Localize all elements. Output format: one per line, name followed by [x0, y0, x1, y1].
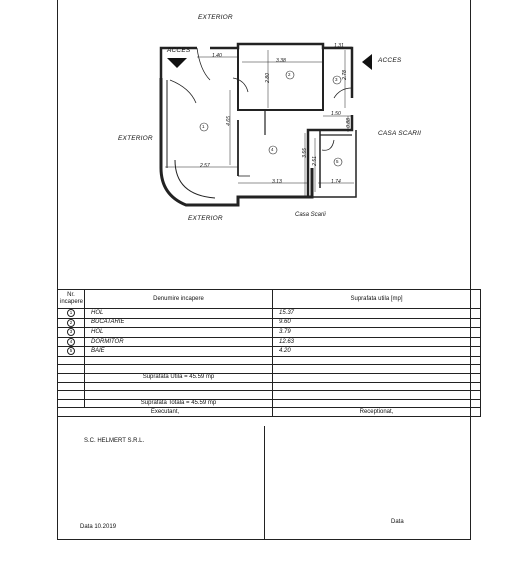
row-area: 15.37 [273, 309, 481, 319]
room-mark: 3 [335, 77, 338, 82]
room-mark: 1 [202, 124, 205, 129]
label-exterior-left: EXTERIOR [118, 135, 153, 142]
table-row [58, 347, 481, 357]
executant-label: Executant, [58, 408, 273, 417]
row-number: 3 [67, 328, 75, 336]
rooms-table [57, 289, 481, 417]
date-left: Data 10.2019 [80, 524, 117, 530]
label-acces-right: ACCES [378, 57, 402, 64]
row-name: BUCATARIE [85, 318, 273, 328]
header-nr: Nr. incapere [58, 290, 85, 309]
table-row-empty [58, 356, 481, 365]
table-row [58, 337, 481, 347]
receptionat-box [264, 426, 471, 540]
dim-text: 2.80 [264, 73, 271, 83]
row-name: HOL [85, 328, 273, 338]
dim-text: 1.31 [334, 43, 344, 49]
table-row [58, 318, 481, 328]
table-row-signatures-header [58, 408, 481, 417]
suprafata-totala: Suprafata Totala = 45.59 mp [85, 399, 273, 408]
row-number: 2 [67, 319, 75, 327]
row-number: 4 [67, 338, 75, 346]
label-exterior-bottom: EXTERIOR [188, 215, 223, 222]
acces-left-arrow-icon [167, 58, 187, 68]
table-row-suprafata-utila [58, 374, 481, 383]
acces-right-arrow-icon [362, 54, 372, 70]
row-area: 12.63 [273, 337, 481, 347]
row-name: DORMITOR [85, 337, 273, 347]
row-number: 1 [67, 309, 75, 317]
date-right: Data [391, 519, 404, 525]
label-casa-scarii-right: CASA SCARII [378, 130, 422, 137]
table-row-empty [58, 365, 481, 374]
header-denumire: Denumire incapere [85, 290, 273, 309]
row-area: 4.20 [273, 347, 481, 357]
room-mark: 4 [271, 147, 274, 152]
receptionat-label: Receptionat, [273, 408, 481, 417]
dim-text: 3.38 [276, 58, 286, 64]
room-mark: 2 [288, 72, 291, 77]
company-name: S.C. HELMERT S.R.L. [84, 438, 145, 444]
table-row-empty [58, 382, 481, 391]
row-area: 3.79 [273, 328, 481, 338]
table-row-empty [58, 391, 481, 400]
dim-text: 2.78 [341, 70, 348, 80]
signature-area [57, 426, 471, 540]
room-mark: 5 [336, 159, 339, 164]
table-row [58, 309, 481, 319]
label-exterior-top: EXTERIOR [198, 14, 233, 21]
label-acces-left: ACCES [167, 47, 191, 54]
row-number: 5 [67, 347, 75, 355]
table-row-suprafata-totala [58, 399, 481, 408]
dim-text: 3.55 [301, 148, 308, 158]
row-name: BAIE [85, 347, 273, 357]
dim-text: 4.65 [225, 116, 232, 126]
dim-text: 0.88 [345, 118, 352, 128]
dim-text: 1.40 [212, 53, 222, 59]
dim-text: 2.51 [311, 156, 318, 166]
row-name: HOL [85, 309, 273, 319]
table-row [58, 328, 481, 338]
dim-text: 3.13 [272, 179, 282, 185]
suprafata-utila: Suprafata Utila = 45.59 mp [85, 374, 273, 383]
dim-text: 2.57 [200, 163, 210, 169]
label-casa-scarii-bottom: Casa Scarii [295, 212, 326, 218]
dim-text: 1.50 [331, 111, 341, 117]
table-header-row [58, 290, 481, 309]
dim-text: 1.74 [331, 179, 341, 185]
executant-box [57, 426, 265, 540]
header-suprafata: Suprafata utila [mp] [273, 290, 481, 309]
row-area: 9.60 [273, 318, 481, 328]
